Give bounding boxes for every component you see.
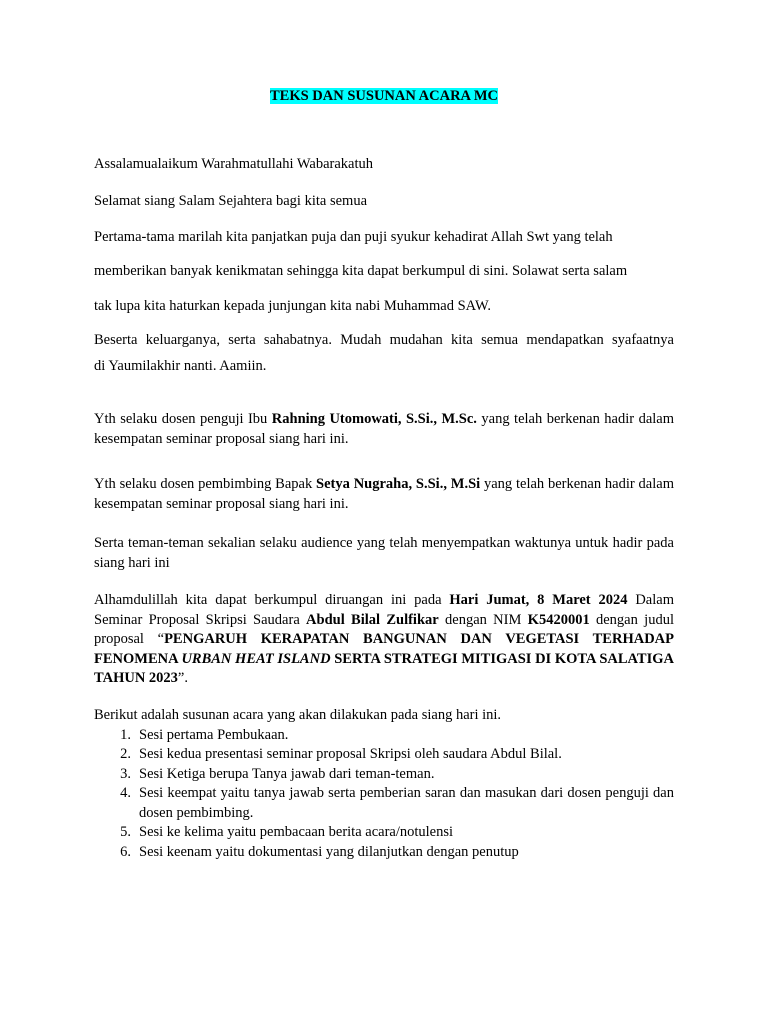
event-text-4: dengan judul proposal “ [94, 611, 674, 647]
family-line-1: Beserta keluarganya, serta sahabatnya. Mudah mudahan kita semua mendapatkan syafaatnya [94, 332, 674, 348]
agenda-item-number: 1. [120, 726, 131, 743]
agenda-item [94, 843, 674, 863]
agenda-item-number: 5. [120, 824, 131, 840]
agenda-item-text: Sesi keempat yaitu tanya jawab serta pemberian saran dan masukan dari dosen penguji dan dosen pembimbing. [139, 785, 674, 821]
agenda-item-number: 4. [120, 785, 131, 801]
examiner-name: Rahning Utomowati, S.Si., M.Sc. [271, 411, 477, 427]
agenda-item [94, 745, 674, 765]
examiner-pre: Yth selaku dosen penguji Ibu [94, 411, 272, 427]
examiner-paragraph [94, 410, 674, 449]
supervisor-pre: Yth selaku dosen pembimbing Bapak [94, 476, 317, 492]
agenda-item-number: 3. [120, 765, 131, 782]
agenda-intro: Berikut adalah susunan acara yang akan dilakukan pada siang hari ini. [94, 707, 502, 723]
event-text-1: Alhamdulillah kita dapat berkumpul diruangan ini pada [94, 592, 450, 608]
agenda-item-number: 6. [120, 843, 131, 860]
student-nim: K5420001 [527, 611, 590, 628]
supervisor-post: yang telah berkenan hadir dalam kesempatan seminar proposal siang hari ini. [94, 476, 674, 512]
supervisor-paragraph [94, 475, 674, 514]
examiner-post: yang telah berkenan hadir dalam kesempatan seminar proposal siang hari ini. [94, 411, 674, 447]
greeting-line: Assalamualaikum Warahmatullahi Wabarakatuh [94, 156, 373, 172]
event-date: Hari Jumat, 8 Maret 2024 [449, 592, 628, 608]
event-text-5: ”. [177, 670, 188, 686]
event-text-3: dengan NIM [438, 611, 528, 628]
document-title [0, 87, 768, 105]
agenda-list [94, 726, 674, 863]
audience-paragraph: Serta teman-teman sekalian selaku audience yang telah menyempatkan waktunya untuk hadir pada siang hari ini [94, 535, 674, 571]
family-line-2: di Yaumilakhir nanti. Aamiin. [94, 358, 267, 374]
event-paragraph [94, 591, 674, 689]
agenda-item-number: 2. [120, 746, 131, 762]
agenda-item [94, 765, 674, 785]
agenda-item-text: Sesi kedua presentasi seminar proposal Skripsi oleh saudara Abdul Bilal. [139, 746, 562, 762]
agenda-item-text: Sesi ke kelima yaitu pembacaan berita acara/notulensi [139, 824, 454, 840]
opening-line-1: Pertama-tama marilah kita panjatkan puja dan puji syukur kehadirat Allah Swt yang telah [94, 229, 613, 245]
proposal-title-b: SERTA STRATEGI MITIGASI DI KOTA SALATIGA TAHUN 2023 [94, 650, 674, 686]
agenda-item-text: Sesi Ketiga berupa Tanya jawab dari teman-teman. [139, 765, 435, 782]
supervisor-name: Setya Nugraha, S.Si., M.Si [316, 476, 481, 492]
proposal-title-italic: URBAN HEAT ISLAND [181, 650, 331, 667]
agenda-section [94, 706, 674, 862]
opening-line-2: memberikan banyak kenikmatan sehingga kita dapat berkumpul di sini. Solawat serta salam [94, 263, 628, 279]
agenda-item-text: Sesi keenam yaitu dokumentasi yang dilanjutkan dengan penutup [139, 843, 519, 860]
agenda-item [94, 726, 674, 746]
event-text-2: Dalam Seminar Proposal Skripsi Saudara [94, 592, 674, 628]
opening-line-3: tak lupa kita haturkan kepada junjungan kita nabi Muhammad SAW. [94, 298, 491, 314]
agenda-item [94, 823, 674, 843]
greeting-line-2: Selamat siang Salam Sejahtera bagi kita semua [94, 193, 368, 209]
student-name: Abdul Bilal Zulfikar [306, 611, 439, 628]
proposal-title-a: PENGARUH KERAPATAN BANGUNAN DAN VEGETASI TERHADAP FENOMENA [94, 631, 674, 667]
agenda-item-text: Sesi pertama Pembukaan. [139, 726, 289, 743]
agenda-item [94, 784, 674, 823]
title-highlight: TEKS DAN SUSUNAN ACARA MC [270, 88, 498, 104]
